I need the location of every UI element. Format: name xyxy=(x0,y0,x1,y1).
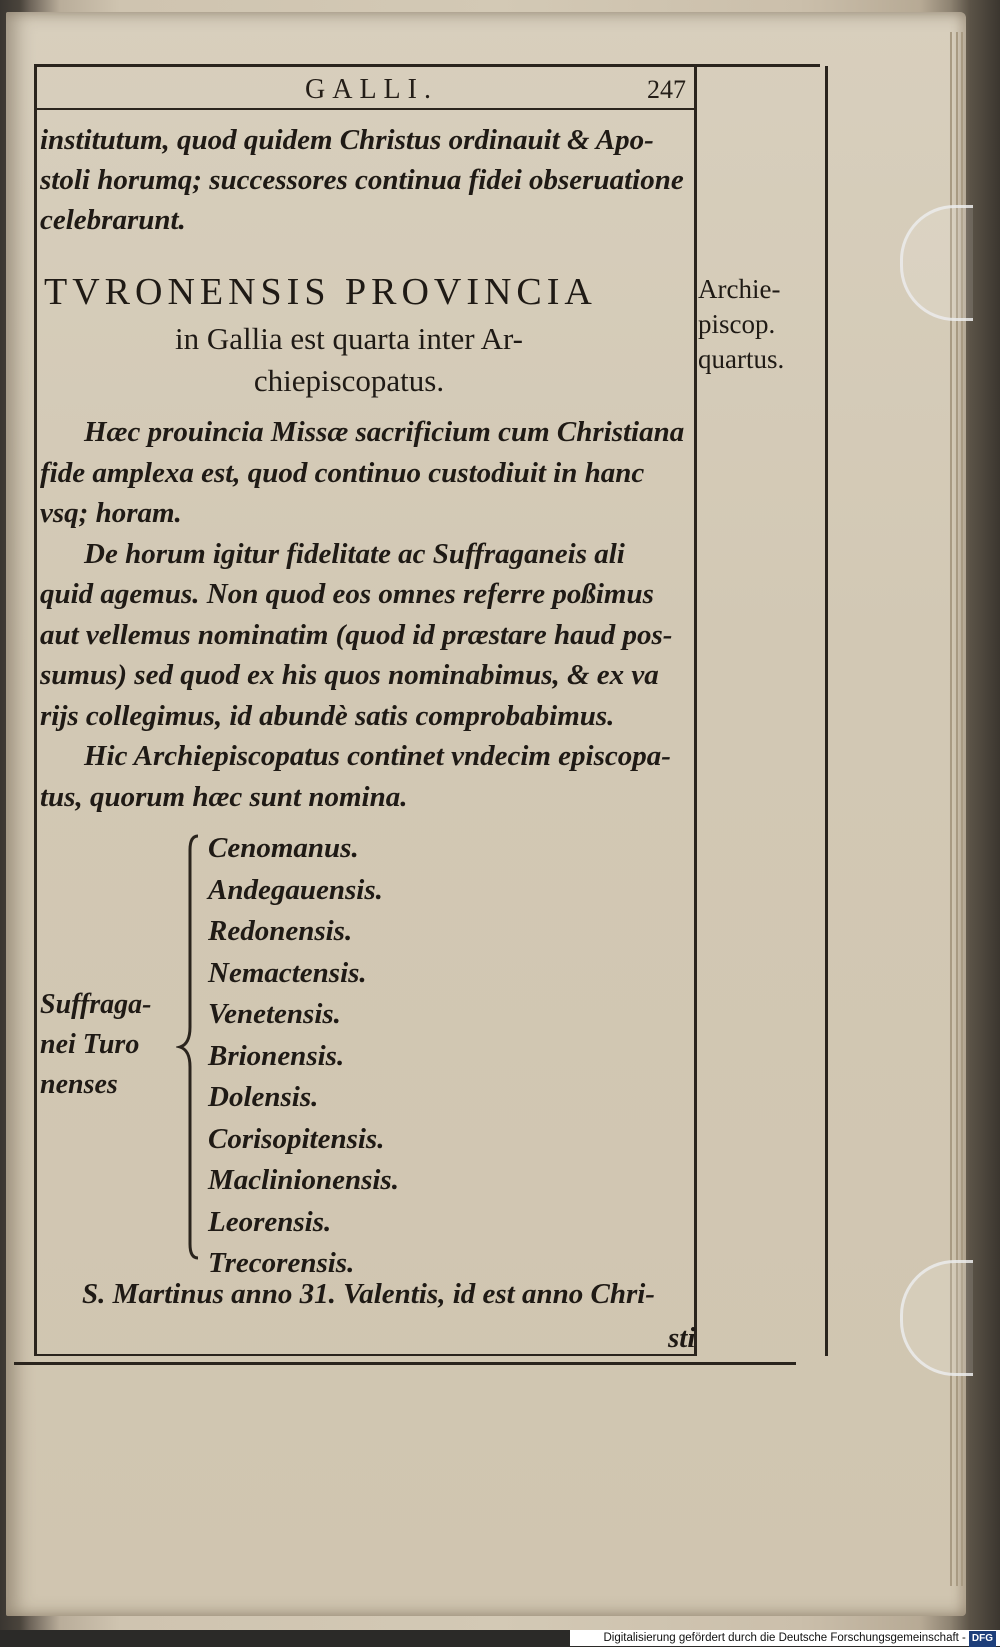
list-item: Venetensis. xyxy=(208,998,341,1030)
label-line: nenses xyxy=(40,1069,118,1100)
text-line: institutum, quod quidem Christus ordinauit & Apo- xyxy=(40,124,654,156)
text-line: vsq; horam. xyxy=(40,497,182,529)
text-line: Hic Archiepiscopatus continet vndecim episcopa- xyxy=(84,740,671,772)
suffragan-label xyxy=(40,985,180,1105)
digitization-credit xyxy=(570,1630,1000,1646)
frame-bottom-rule xyxy=(34,1354,694,1356)
catchword: sti xyxy=(668,1322,696,1354)
list-item: Nemactensis. xyxy=(208,956,367,989)
text-line: rijs collegimus, id abundè satis comprobabimus. xyxy=(40,699,615,732)
suffragan-sees-list xyxy=(208,828,508,1285)
running-head-title: GALLI. xyxy=(305,74,438,105)
list-item: Dolensis. xyxy=(208,1081,319,1113)
head-rule xyxy=(34,108,694,110)
margin-note-line: piscop. xyxy=(698,309,776,339)
list-item: Cenomanus. xyxy=(208,832,359,864)
credit-text: Digitalisierung gefördert durch die Deutsche Forschungsgemeinschaft - xyxy=(603,1632,966,1644)
page-number: 247 xyxy=(647,75,686,104)
margin-note xyxy=(698,272,808,377)
list-item: Trecorensis. xyxy=(208,1247,355,1279)
list-item: Corisopitensis. xyxy=(208,1122,385,1155)
text-line: sumus) sed quod ex his quos nominabimus, & ex va xyxy=(40,659,659,691)
subheading-line: in Gallia est quarta inter Ar- xyxy=(174,321,523,356)
margin-note-line: quartus. xyxy=(698,344,785,374)
list-item: Brionensis. xyxy=(208,1039,345,1072)
section-heading: TVRONENSIS PROVINCIA xyxy=(44,271,597,313)
dfg-logo: DFG xyxy=(969,1631,996,1647)
text-line: stoli horumq; successores continua fidei obseruatione xyxy=(40,164,684,196)
subheading-line: chiepiscopatus. xyxy=(253,363,445,398)
list-item: Andegauensis. xyxy=(208,873,383,906)
closing-line: S. Martinus anno 31. Valentis, id est anno Chri- xyxy=(82,1278,655,1310)
running-head xyxy=(36,74,690,106)
curly-brace-icon xyxy=(176,832,206,1262)
list-item: Redonensis. xyxy=(208,915,353,947)
margin-column-rule xyxy=(694,66,697,1356)
text-line: De horum igitur fidelitate ac Suffraganeis ali xyxy=(84,537,625,570)
body-text xyxy=(40,412,692,817)
list-item: Maclinionensis. xyxy=(208,1164,399,1196)
margin-note-line: Archie- xyxy=(698,274,781,304)
text-line: Hæc prouincia Missæ sacrificium cum Christiana xyxy=(84,416,685,448)
text-line: fide amplexa est, quod continuo custodiuit in hanc xyxy=(40,456,645,489)
label-line: nei Turo xyxy=(40,1029,140,1060)
intro-paragraph xyxy=(40,120,690,240)
text-line: quid agemus. Non quod eos omnes referre poßimus xyxy=(40,578,654,610)
section-subheading xyxy=(44,318,694,402)
text-line: aut vellemus nominatim (quod id præstare haud pos- xyxy=(40,618,673,651)
outer-bottom-rule xyxy=(14,1362,796,1365)
frame-top-rule xyxy=(34,64,820,67)
text-line: tus, quorum hæc sunt nomina. xyxy=(40,780,408,813)
list-item: Leorensis. xyxy=(208,1205,332,1238)
label-line: Suffraga- xyxy=(40,989,152,1020)
text-line: celebrarunt. xyxy=(40,204,186,236)
